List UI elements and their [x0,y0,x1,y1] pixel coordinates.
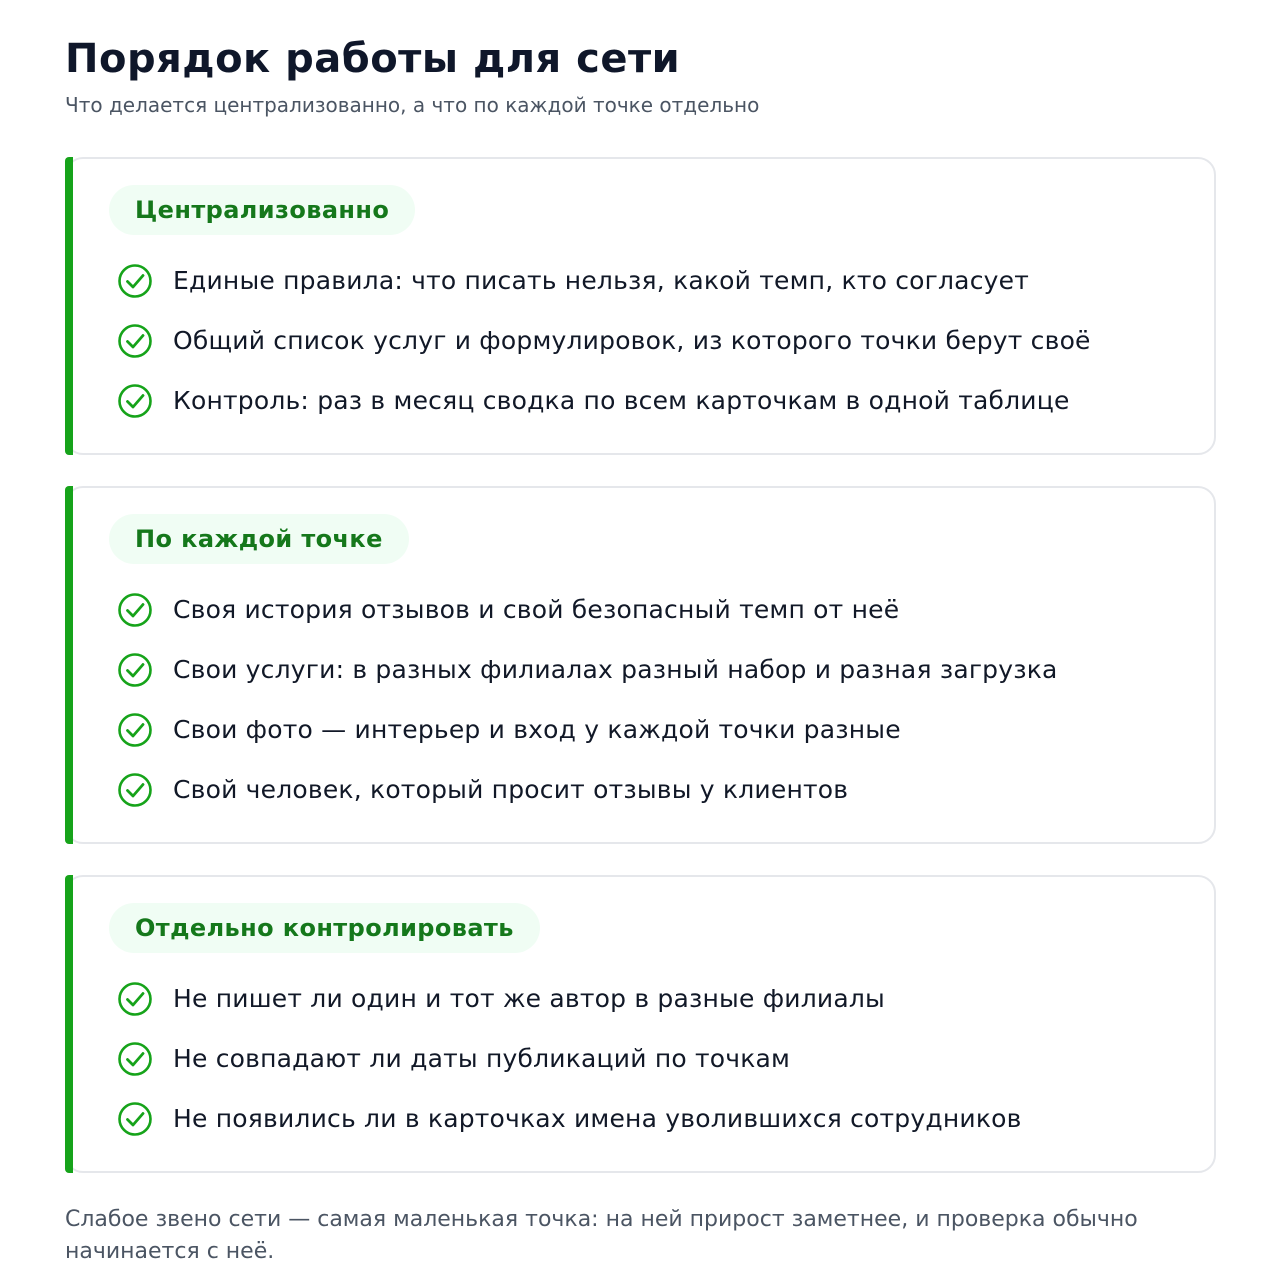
item-text: Не появились ли в карточках имена уволившихся сотрудников [173,1104,1022,1133]
list-item [109,311,1174,371]
section-list [109,251,1174,431]
list-item [109,580,1174,640]
list-item [109,1089,1174,1149]
section-per-location [65,486,1216,844]
item-text: Не пишет ли один и тот же автор в разные филиалы [173,984,885,1013]
footnote: Слабое звено сети — самая маленькая точка: на ней прирост заметнее, и проверка обычно начинается с неё. [65,1207,1138,1262]
item-text: Не совпадают ли даты публикаций по точкам [173,1044,791,1073]
list-item [109,640,1174,700]
item-text: Свои фото — интерьер и вход у каждой точки разные [173,715,901,744]
check-circle-icon [117,263,153,299]
item-text: Контроль: раз в месяц сводка по всем карточкам в одной таблице [173,386,1070,415]
list-item [109,969,1174,1029]
section-centralized [65,157,1216,455]
item-text: Свой человек, который просит отзывы у клиентов [173,775,849,804]
check-circle-icon [117,383,153,419]
page-subtitle: Что делается централизованно, а что по каждой точке отдельно [65,93,760,117]
item-text: Единые правила: что писать нельзя, какой темп, кто согласует [173,266,1029,295]
section-tag: По каждой точке [109,514,409,564]
check-circle-icon [117,712,153,748]
item-text: Общий список услуг и формулировок, из которого точки берут своё [173,326,1091,355]
check-circle-icon [117,772,153,808]
page-title: Порядок работы для сети [65,36,681,82]
check-circle-icon [117,1041,153,1077]
page [65,36,1216,1262]
check-circle-icon [117,323,153,359]
list-item [109,1029,1174,1089]
item-text: Свои услуги: в разных филиалах разный набор и разная загрузка [173,655,1058,684]
section-tag: Отдельно контролировать [109,903,540,953]
section-tag: Централизованно [109,185,415,235]
sections [65,157,1216,1173]
check-circle-icon [117,1101,153,1137]
check-circle-icon [117,652,153,688]
section-list [109,580,1174,820]
check-circle-icon [117,981,153,1017]
section-list [109,969,1174,1149]
list-item [109,760,1174,820]
section-monitor-separately [65,875,1216,1173]
list-item [109,251,1174,311]
item-text: Своя история отзывов и свой безопасный темп от неё [173,595,900,624]
check-circle-icon [117,592,153,628]
list-item [109,371,1174,431]
list-item [109,700,1174,760]
